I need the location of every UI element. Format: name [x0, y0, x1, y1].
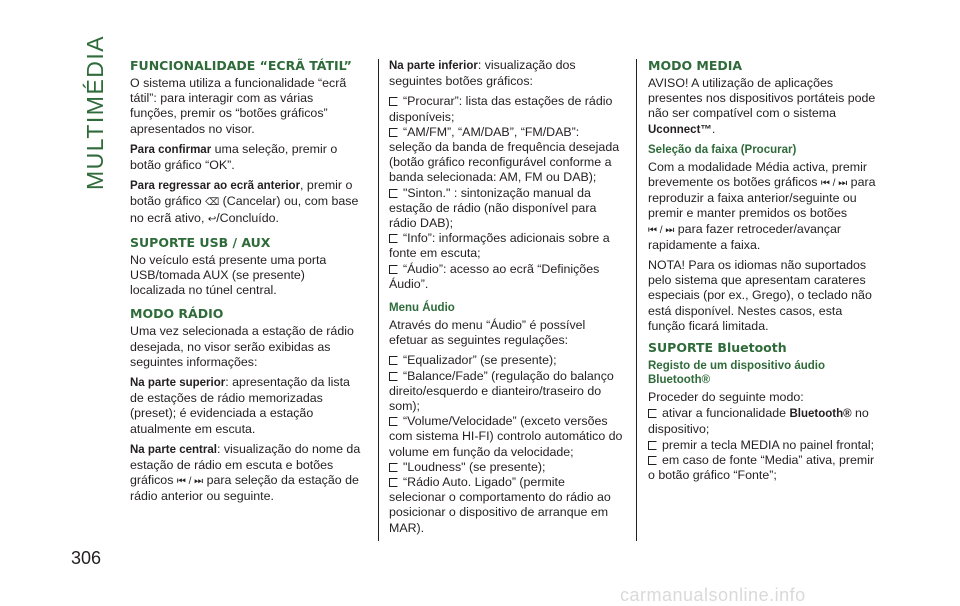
footer-watermark: carmanualsonline.info: [620, 585, 806, 605]
list-radio-buttons: [389, 94, 623, 292]
list-item: “Balance/Fade” (regulação do balanço direito/esquerdo e dianteiro/traseiro do som);: [389, 368, 614, 414]
paragraph: O sistema utiliza a funcionalidade “ecrã tátil”: para interagir com as várias funções, premir os “botões gráficos” apresentados no visor.: [130, 76, 347, 136]
text: : visualização do nome da estação de rádio em escuta e botões: [130, 441, 361, 473]
bullet-icon: [389, 265, 398, 274]
bullet-icon: [389, 128, 398, 137]
paragraph: No veículo está presente uma porta USB/tomada AUX (se presente) localizada no túnel central.: [130, 252, 327, 298]
prev-next-icon: ⏮ / ⏭: [176, 476, 204, 488]
bullet-icon: [389, 97, 398, 106]
list-item: em caso de fonte “Media” ativa, premir o botão gráfico “Fonte”;: [648, 452, 875, 483]
heading-audio-menu: Menu Áudio: [389, 302, 455, 315]
list-item: “Info”: informações adicionais sobre a fonte em escuta;: [389, 231, 610, 261]
bullet-icon: [648, 409, 657, 418]
paragraph: [389, 58, 623, 89]
bold-term: Para regressar ao ecrã anterior: [130, 180, 301, 193]
text: : apresentação da lista de estações de rádio memorizadas (preset); é evidenciada a estação atualmente em escuta.: [130, 375, 350, 436]
paragraph: [130, 142, 362, 173]
column-1: [130, 58, 362, 510]
list-bluetooth-steps: [648, 406, 880, 483]
heading-radio-mode: MODO RÁDIO: [130, 306, 224, 322]
list-item: "Loudness" (se presente);: [389, 460, 623, 475]
column-3: [648, 58, 880, 483]
paragraph: Proceder do seguinte modo:: [648, 390, 804, 405]
text: uma seleção, premir o botão gráfico “OK”.: [130, 141, 338, 173]
bullet-icon: [389, 356, 398, 365]
text: /Concluído.: [216, 210, 279, 225]
bold-term: Na parte central: [130, 443, 217, 456]
list-item: “Volume/Velocidade” (exceto versões com sistema HI-FI) controlo automático do volume em função da velocidade;: [389, 414, 623, 459]
bullet-icon: [389, 372, 398, 381]
paragraph: [130, 442, 362, 505]
text: : visualização dos seguintes botões gráficos:: [389, 58, 576, 89]
bold-term: Bluetooth®: [789, 408, 852, 421]
text: gráficos: [130, 473, 177, 488]
bold-term: Na parte superior: [130, 377, 226, 390]
list-item: “AM/FM”, “AM/DAB”, “FM/DAB”: seleção da banda de frequência desejada (botão gráfico reconfigurável conforme a banda selecionada: AM, FM ou DAB);: [389, 124, 620, 185]
backspace-icon: ⌫: [205, 197, 220, 209]
prev-next-icon: ⏮ / ⏭: [648, 224, 675, 236]
text: (Cancelar) ou, com base no ecrã ativo,: [130, 194, 359, 225]
list-item: “Equalizador” (se presente);: [389, 353, 623, 368]
list-item: “Procurar”: lista das estações de rádio disponíveis;: [389, 94, 613, 124]
heading-bluetooth-support: SUPORTE Bluetooth: [648, 340, 787, 356]
bullet-icon: [389, 189, 398, 198]
heading-touch-screen: FUNCIONALIDADE “ECRÃ TÁTIL”: [130, 58, 352, 73]
list-item: “Áudio”: acesso ao ecrã “Definições Áudio”.: [389, 261, 600, 291]
list-item: “Rádio Auto. Ligado” (permite selecionar o comportamento do rádio ao posicionar o dispositivo de arranque em MAR).: [389, 475, 611, 535]
section-side-title: MULTIMÉDIA: [82, 34, 108, 190]
bullet-icon: [648, 456, 657, 465]
list-audio-settings: [389, 353, 623, 535]
brand-term: Uconnect™: [648, 123, 712, 136]
bold-term: Na parte inferior: [389, 60, 478, 72]
text: para seleção da estação de rádio anterior ou seguinte.: [130, 473, 359, 504]
list-item: "Sinton." : sintonização manual da estação de rádio (não disponível para rádio DAB);: [389, 185, 597, 231]
paragraph: Com a modalidade Média activa, premir brevemente os botões gráficos ⏮ / ⏭ para reproduzir a faixa anterior/seguinte ou premir e manter premidos os botões ⏮ / ⏭ para fazer retroceder/avançar rapidamente a faixa.: [648, 159, 876, 252]
bullet-icon: [389, 417, 398, 426]
text: , premir o botão gráfico: [130, 178, 353, 209]
bullet-icon: [389, 234, 398, 243]
heading-media-mode: MODO MEDIA: [648, 58, 743, 73]
prev-next-icon: ⏮ / ⏭: [820, 178, 848, 190]
bullet-icon: [389, 463, 398, 472]
column-divider: [636, 59, 637, 541]
paragraph: [130, 178, 362, 227]
back-arrow-icon: ↩: [207, 213, 217, 225]
list-item: ativar a funcionalidade Bluetooth® no dispositivo;: [648, 406, 869, 437]
paragraph: [130, 375, 362, 437]
paragraph: AVISO! A utilização de aplicações presentes nos dispositivos portáteis pode não ser compatível com o sistema Uconnect™.: [648, 76, 876, 136]
bullet-icon: [648, 441, 657, 450]
heading-bluetooth-register: Registo de um dispositivo áudio Bluetooth®: [648, 360, 825, 387]
column-2: [389, 58, 623, 536]
paragraph: Uma vez selecionada a estação de rádio desejada, no visor serão exibidas as seguintes informações:: [130, 324, 354, 369]
paragraph: Através do menu “Áudio” é possível efetuar as seguintes regulações:: [389, 318, 586, 348]
column-divider: [378, 59, 379, 541]
list-item: premir a tecla MEDIA no painel frontal;: [648, 438, 880, 453]
note-paragraph: NOTA! Para os idiomas não suportados pelo sistema que apresentam carateres especiais (por ex., Grego), o teclado não está disponível. Nestes casos, esta função ficará limitada.: [648, 258, 872, 333]
bullet-icon: [389, 478, 398, 487]
page-number: 306: [71, 548, 102, 568]
bold-term: Para confirmar: [130, 143, 212, 156]
heading-usb-aux: SUPORTE USB / AUX: [130, 234, 271, 250]
heading-track-selection: Seleção da faixa (Procurar): [648, 143, 797, 156]
